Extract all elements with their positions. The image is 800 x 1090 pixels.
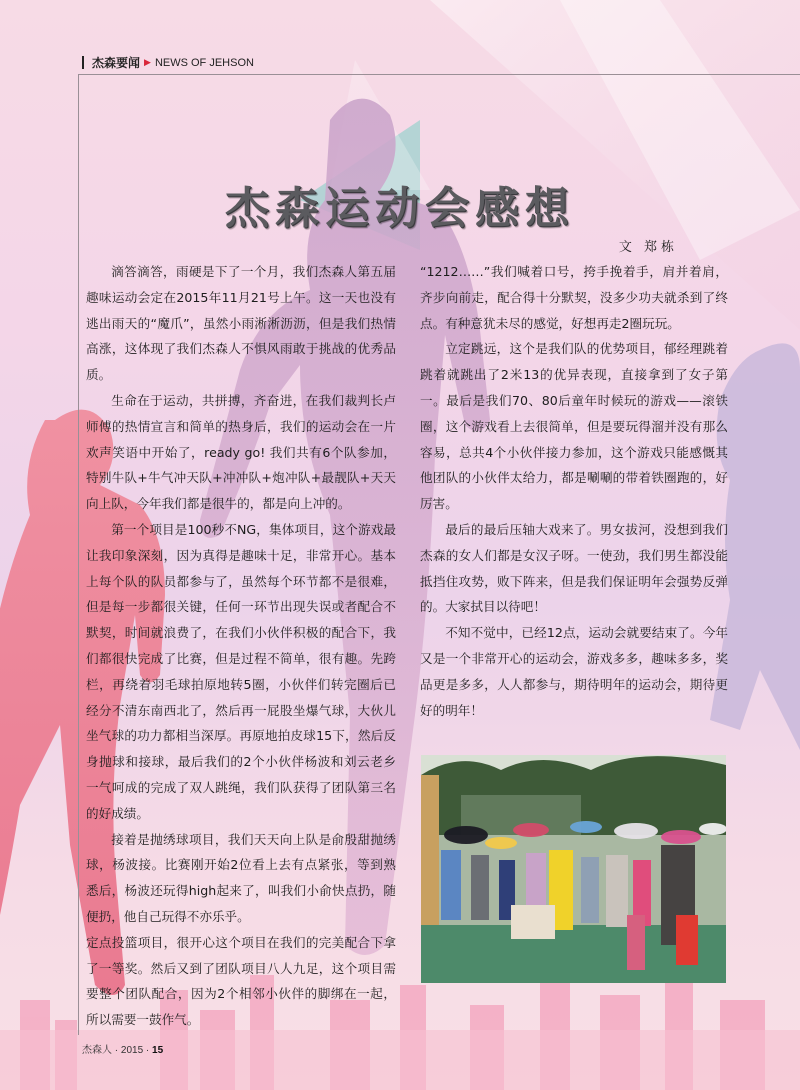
footer-label: 杰森人 · 2015 · <box>82 1045 153 1056</box>
article-column-left <box>86 259 396 1033</box>
paragraph: “1212……”我们喊着口号，挎手挽着手，肩并着肩，齐步向前走，配合得十分默契，没多少功夫就杀到了终点。有种意犹未尽的感觉，好想再走2圈玩玩。 <box>420 264 728 331</box>
paragraph: 最后的最后压轴大戏来了。男女拔河，没想到我们杰森的女人们都是女汉子呀。一使劲，我们男生都没能抵挡住攻势，败下阵来，但是我们保证明年会强势反弹的。大家拭目以待吧！ <box>420 521 728 615</box>
paragraph: 滴答滴答，雨硬是下了一个月，我们杰森人第五届趣味运动会定在2015年11月21号上午。这一天也没有逃出雨天的“魔爪”，虽然小雨淅淅沥沥，但是我们热情高涨，这体现了我们杰森人不惧风雨敢于挑战的优秀品质。 <box>86 264 396 383</box>
section-name-en: NEWS OF JEHSON <box>154 56 254 69</box>
paragraph: 定点投篮项目，很开心这个项目在我们的完美配合下拿了一等奖。然后又到了团队项目八人九足，这个项目需要整个团队配合，因为2个相邻小伙伴的脚绑在一起，所以需要一鼓作气。 <box>86 934 396 1028</box>
article-author: 文 郑栋 <box>618 240 678 255</box>
paragraph: 接着是抛绣球项目，我们天天向上队是俞殷甜抛绣球，杨波接。比赛刚开始2位看上去有点紧张，等到熟悉后，杨波还玩得high起来了，叫我们小俞快点扔，随便扔，他自己玩得不亦乐乎。 <box>86 831 396 924</box>
page-number: 15 <box>152 1045 164 1056</box>
section-name-cn: 杰森要闻 <box>92 56 141 70</box>
page-footer <box>82 1041 163 1056</box>
section-header <box>82 54 254 71</box>
paragraph: 立定跳远，这个是我们队的优势项目，郁经理跳着跳着就跳出了2米13的优异表现，直接拿到了女子第一。最后是我们70、80后童年时候玩的游戏——滚铁圈，这个游戏看上去很简单，但是要玩得溜并没有那么容易，总共4个小伙伴接力参加，这个游戏只能感慨其他团队的小伙伴太给力，都是唰唰的带着铁圈跑的，好厉害。 <box>420 341 728 512</box>
article-title: 杰森运动会感想 <box>225 183 575 234</box>
paragraph: 不知不觉中，已经12点，运动会就要结束了。今年又是一个非常开心的运动会，游戏多多，趣味多多，奖品更是多多，人人都参与，期待明年的运动会，期待更好的明年！ <box>420 625 728 718</box>
triangle-right-icon: ▶ <box>144 57 151 67</box>
event-photo <box>421 755 726 983</box>
header-divider <box>82 56 84 69</box>
paragraph: 生命在于运动，共拼搏，齐奋进，在我们裁判长卢师傅的热情宣言和简单的热身后，我们的运动会在一片欢声笑语中开始了，ready go! 我们共有6个队参加，特别牛队+牛气冲天队+冲冲队+炮冲队+最靓队+天天向上队，今年我们都是很牛的，都是向上冲的。 <box>86 392 396 512</box>
event-photo-illustration <box>421 755 726 983</box>
paragraph: 第一个项目是100秒不NG，集体项目，这个游戏最让我印象深刻，因为真得是趣味十足，非常开心。基本上每个队的队员都参与了，虽然每个环节都不是很难，但是每一步都很关键，任何一环节出现失误或者配合不默契，时间就浪费了，在我们小伙伴积极的配合下，我们都很快完成了比赛，但是过程不简单，很有趣。先跨栏，再绕着羽毛球拍原地转5圈，小伙伴们转完圈后已经分不清东南西北了，然后再一屁股坐爆气球，大伙儿坐气球的功力都相当深厚。再原地拍皮球15下，然后反身抛球和接球，最后我们的2个小伙伴杨波和刘云老乡一气呵成的完成了双人跳绳，我们队获得了团队第三名的好成绩。 <box>86 521 396 821</box>
article-column-right <box>420 259 728 723</box>
